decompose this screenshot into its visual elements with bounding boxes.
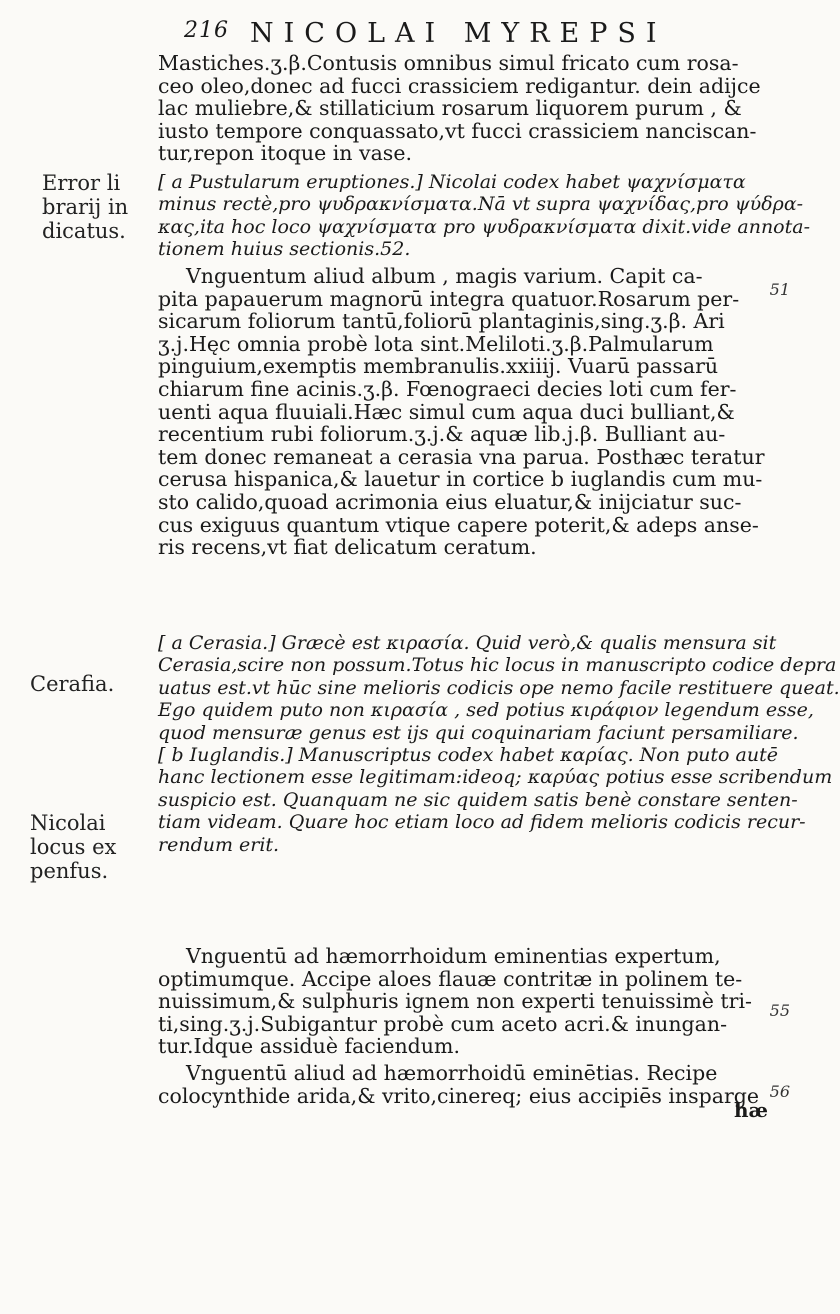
paragraph: [158, 265, 766, 559]
margin-note-cerasia: Cerafia.: [30, 672, 115, 696]
text-line: Cerasia,scire non possum.Totus hic locus in manuscripto codice depra: [158, 654, 837, 677]
text-line: [ a Cerasia.] Græcè est κιρασία. Quid verò,& qualis mensura sit: [158, 632, 777, 654]
margin-number-51: 51: [769, 280, 790, 299]
paragraph: [158, 1062, 766, 1107]
text-line: lac muliebre,& stillaticium rosarum liquorem purum , &: [158, 96, 742, 121]
margin-number-56: 56: [769, 1082, 790, 1101]
text-line: cus exiguus quantum vtique capere poterit,& adeps anse-: [158, 512, 759, 537]
margin-note-error: Error li brarij in dicatus.: [42, 171, 129, 243]
text-line: [ a Pustularum eruptiones.] Nicolai codex habet ψαχνίσματα: [158, 171, 746, 193]
catchword: hæ: [733, 1098, 768, 1122]
text-line: ceo oleo,donec ad fucci crassiciem redigantur. dein adijce: [158, 73, 761, 98]
text-line: quod mensuræ genus est ijs qui coquinariam faciunt persamiliare.: [158, 721, 799, 744]
text-line: colocynthide arida,& vrito,cinereq; eius accipiēs insparge: [158, 1083, 760, 1108]
text-line: κας,ita hoc loco ψαχνίσματα pro ψυδρακνίσματα dixit.vide annota-: [158, 215, 811, 238]
text-line: tur,repon itoque in vase.: [158, 141, 412, 166]
page-number: 216: [184, 18, 229, 43]
paragraph: [158, 171, 811, 261]
text-line: pinguium,exemptis membranulis.xxiiij. Vuarū passarū: [158, 354, 719, 379]
text-line: Vnguentū aliud ad hæmorrhoidū eminētias. Recipe: [186, 1061, 718, 1085]
margin-note-nicolai: Nicolai locus ex penfus.: [30, 811, 117, 883]
text-line: tiam videam. Quare hoc etiam loco ad fidem melioris codicis recur-: [158, 811, 806, 834]
text-line: Vnguentum aliud album , magis varium. Capit ca-: [186, 264, 703, 288]
text-line: rendum erit.: [158, 833, 280, 856]
text-line: [ b Iuglandis.] Manuscriptus codex habet καρίας. Non puto autē: [158, 744, 778, 767]
text-line: sto calido,quoad acrimonia eius eluatur,& inijciatur suc-: [158, 489, 742, 514]
paragraph: [158, 52, 766, 165]
margin-number-55: 55: [769, 1001, 790, 1020]
text-line: recentium rubi foliorum.ʒ.j.& aquæ lib.j.β. Bulliant au-: [158, 422, 726, 447]
text-line: optimumque. Accipe aloes flauæ contritæ in polinem te-: [158, 966, 743, 991]
text-line: iusto tempore conquassato,vt fucci crassiciem nanciscan-: [158, 118, 757, 143]
text-line: Mastiches.ʒ.β.Contusis omnibus simul fricato cum rosa-: [158, 51, 739, 75]
text-line: pita papauerum magnorū integra quatuor.Rosarum per-: [158, 286, 740, 311]
text-line: minus rectè,pro ψυδρακνίσματα.Nā vt supra ψαχνίδας,pro ψύδρα-: [158, 193, 804, 216]
paragraph: [158, 945, 766, 1058]
text-line: tur.Idque assiduè faciendum.: [158, 1034, 460, 1059]
text-line: ʒ.j.Hęc omnia probè lota sint.Meliloti.ʒ.β.Palmularum: [158, 331, 714, 356]
text-line: cerusa hispanica,& lauetur in cortice b iuglandis cum mu-: [158, 467, 763, 492]
text-line: uatus est.vt hūc sine melioris codicis ope nemo facile restituere queat.: [158, 676, 840, 699]
text-line: nuissimum,& sulphuris ignem non experti tenuissimè tri-: [158, 989, 752, 1014]
text-line: tionem huius sectionis.52.: [158, 238, 411, 261]
text-line: chiarum fine acinis.ʒ.β. Fœnograeci decies loti cum fer-: [158, 376, 737, 401]
text-line: sicarum foliorum tantū,foliorū plantaginis,sing.ʒ.β. Ari: [158, 309, 725, 334]
text-line: hanc lectionem esse legitimam:ideoq; καρύας potius esse scribendum: [158, 766, 833, 789]
text-line: tem donec remaneat a cerasia vna parua. Posthæc teratur: [158, 444, 765, 469]
text-line: ris recens,vt fiat delicatum ceratum.: [158, 535, 537, 560]
text-line: Ego quidem puto non κιρασία , sed potius κιράφιον legendum esse,: [158, 699, 814, 722]
text-line: Vnguentū ad hæmorrhoidum eminentias expertum,: [186, 944, 721, 968]
text-line: ti,sing.ʒ.j.Subigantur probè cum aceto acri.& inungan-: [158, 1011, 728, 1036]
paragraph: [158, 632, 840, 856]
text-line: suspicio est. Quanquam ne sic quidem satis benè constare senten-: [158, 788, 798, 811]
running-title: NICOLAI MYREPSI: [250, 18, 667, 49]
text-line: uenti aqua fluuiali.Hæc simul cum aqua duci bulliant,&: [158, 399, 735, 424]
